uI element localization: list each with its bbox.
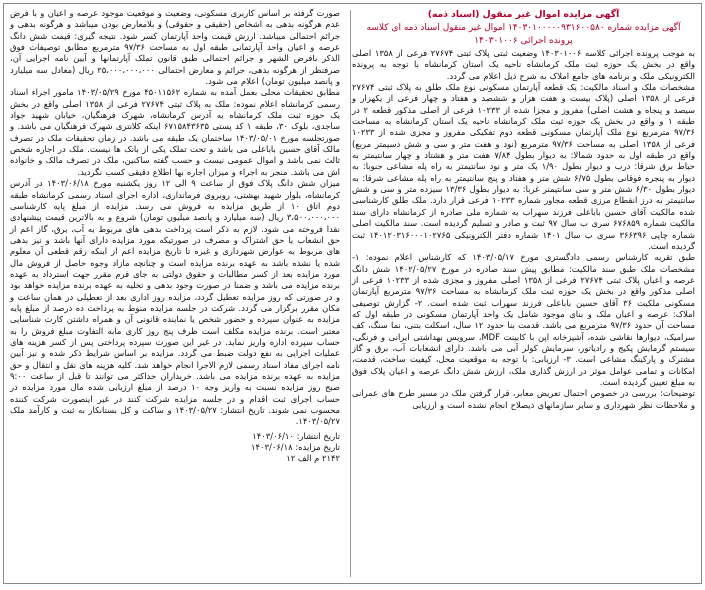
auction-date: تاریخ مزایده: ۱۴۰۳/۰۶/۱۸ xyxy=(251,442,340,453)
paragraph-expert-report: طبق تقریه کارشناس رسمی دادگستری مورخ ۱۴۰۳/۰۵/۱۷ که کارشناس اعلام نموده: ۱- مشخصات ملک طبق سند مالکیت: مطابق پیش سند صادره در مورخ ۱۴۰۲/۰۵/۲۷ شش دانگ عرصه و اعیان پلاک ثبتی ۲۷۶۷۴ فرعی از ۱۳۵۸ اصلی مفروز و مجزی شده از ۱۰۲۳۳ فرعی از اصلی مذکور واقع در بخش یک حوزه ثبت ملک کرمانشاه به مساحت ۹۷/۳۶ مترمربع آپارتمان مسکونی ملکیت ۳۶ آقای حسین باباعلی فرزند سهراب ثبت شده است. ۲- گزارش توصیفی املاک: عرصه و اعیان ملک و بنای موجود شامل یک واحد آپارتمان مسکونی در طبقه اول که مساحت آن حدود ۹۷/۳۶ مترمربع می باشد. قدمت بنا حدود ۱۲ سال، اسکلت بتنی، نما سنگ، کف سرامیک، دیوارها نقاشی شده، آشپزخانه اپن با کابینت MDF، سرویس بهداشتی ایرانی و فرنگی، سیستم گرمایش پکیج و رادیاتور، سرمایش کولر آبی می باشد. دارای انشعابات آب، برق و گاز مشترک و پارکینگ مشاعی است. ۳- ارزیابی: با توجه به موقعیت محل، کیفیت ساخت، قدمت، امکانات و تمامی عوامل موثر در ارزش گذاری ملک، ارزش شش دانگ عرصه و اعیان پلاک فوق به مبلغ تعیین گردیده است. xyxy=(352,252,696,387)
notice-title: آگهی مزایده اموال غیر منقول (اسناد ذمه) xyxy=(427,9,620,20)
notice-page xyxy=(3,3,702,584)
paragraph-local-investigation: مطابق تحقیقات محلی بعمل آمده به شماره ۴۵۰۱۱۵۶۲ مورخ ۱۴۰۳/۰۵/۲۹ مامور اجراء اسناد رسمی کرمانشاه اعلام نموده: ملک به پلاک ثبتی ۲۷۶۷۴ فرعی از ۱۳۵۸ اصلی واقع در بخش یک حوزه ثبت ملک کرمانشاه به آدرس کرمانشاه، شهرک فرهنگیان، خیابان شهید جواد ساجدی، بلوک ۳۰، طبقه ۱ کد پستی ۶۷۱۵۸۴۳۶۳۵ اینکه کلانتری شهرک فرهنگیان می باشد. و صورتجلسه مورخ ۱۴۰۳/۰۵/۰۱ ساختمان یک طبقه می باشد. در زمان تحقیقات ملک در تصرف مالک آقای حسین باباعلی می باشد و تحت تملک یکی از بانک ها نیست. ملک در اجاره شخص ثالث نمی باشد و اموال عمومی نیست و حسب گفته ساکنین، ملک در تصرف مالک و خانواده اش می باشد. منجر به اجراء و میزان اجاره بها اطلاع دقیقی کسب نگردید. xyxy=(10,87,340,177)
column-divider xyxy=(350,10,351,577)
notice-case-number: پرونده اجرائی ۱۴۰۳۰۱۰۰۶ xyxy=(474,36,573,46)
paragraph-property-specs: مشخصات ملک و اسناد مالکیت: یک قطعه آپارتمان مسکونی نوع ملک طلق به پلاک ثبتی ۲۷۶۷۴ فرعی از ۱۳۵۸ اصلی (پلاک بیست و هفت هزار و ششصد و هفتاد و چهار فرعی از یکهزار و سیصد و پنجاه و هشت اصلی) مفروز و مجزا شده از ۱۰۲۳۳ فرعی از اصلی مذکور قطعه ۲ در طبقه ۱ و واقع در بخش یک حوزه ثبت ملک کرمانشاه ناحیه یک استان کرمانشاه به مساحت ۹۷/۳۶ مترمربع نوع ملک آپارتمان مسکونی قطعه دوم تفکیکی مفروز و مجزی شده از ۱۰۲۳۳ فرعی از ۱۳۵۸ اصلی به مساحت ۹۷/۳۶ مترمربع (نود و هفت متر و سی و شش دسیمتر مربع) واقع در طبقه اول به حدود شمالا: به دیوار بطول ۷/۸۴ هفت متر و هشتاد و چهار سانتیمتر به حیاط برق شرقا: درب و دیوار بطول ۱/۹۰ یک متر و نود سانتیمتر به راه پله مشاعی جنوبا: به دیوار به پنجره فوقانی بطول ۶/۷۵ شش متر و هفتاد و پنج سانتیمتر به راه پله مشاعی شرقا: به دیوار بطول ۶/۳۰ شش متر و سی سانتیمتر غربا: به دیوار بطول ۱۳/۳۶ سیزده متر و سی و شش سانتیمتر به درز انقطاع مرزی قطعه مجاور شماره ۱۰۲۳۳ فرعی قرار دارد. ملک طلق کارشناسی شده مالکیت آقای حسین باباعلی فرزند سهراب به شماره ملی صادره از کرمانشاه دارای سند مالکیت شماره ۶۷۶۸۵۹ سری ب سال ۹۷ ثبت و صادر و تسلیم گردیده است. سند مالکیت اصلی شماره چاپی ۳۶۶۳۹۶ سری ب سال ۱۴۰۱ شماره دفتر الکترونیکی ۱۴۰۱۲۰۳۱۶۰۰۰۱۰۲۷۶۵ ثبت گردیده است. xyxy=(352,82,696,251)
publish-date: تاریخ انتشار: ۱۴۰۳/۰۶/۱۰ xyxy=(252,430,340,441)
paragraph-valuation: صورت گرفته بر اساس کاربری مسکونی، وضعیت و موقعیت موجود عرصه و اعیان و با فرض عدم هرگونه بدهی به اشخاص (حقیقی و حقوقی) و بلامعارض بودن میباشد و هرگونه بدهی و جرائم احتمالی میباشد. ارزش قیمت واحد آپارتمان کسر شود. نتیجه گیری: قیمت شش دانگ عرصه و اعیان واحد آپارتمانی طبقه اول به مساحت ۹۷/۳۶ مترمربع مطابق توصیفات فوق الذکر بافرض الشهر و جرائم احتمالی طبق قانون تملک آپارتمانها و آیین نامه اجرایی آن، صرفنظر از هرگونه بدهی، جرائم و معارض احتمالی ۲۵،۰۰۰،۰۰۰،۰۰۰ ریال (معادل سه میلیارد و پانصد میلیون تومان) اعلام می شود. xyxy=(10,8,341,87)
notice-footer xyxy=(10,431,340,465)
right-column xyxy=(346,8,701,579)
paragraph-intro: به موجب پرونده اجرائی کلاسه ۱۴۰۳۰۱۰۰۶ وضعیت ثبتی پلاک ثبتی ۲۷۶۷۴ فرعی از ۱۳۵۸ اصلی واقع در بخش یک حوزه ثبت ملک کرمانشاه ناحیه یک استان کرمانشاه با توجه به پرونده الکترونیکی ملک و برنامه های جامع املاک به شرح ذیل اعلام می گردد. xyxy=(352,48,695,81)
paragraph-notes: توضیحات: بررسی در خصوص احتمال تعریض معابر، قرار گرفتن ملک در مسیر طرح های عمرانی و ملاحظات نظر شهرداری و سایر سازمانهای ذیصلاح انجام نشده است و ارزیابی xyxy=(352,388,695,410)
reference-number: ۲۱۴۲ م الف ۱۲ xyxy=(286,453,340,464)
paragraph-auction-terms: میزان شش دانگ پلاک فوق از ساعت ۹ الی ۱۲ روز یکشنبه مورخ ۱۴۰۳/۰۶/۱۸ در آدرس کرمانشاه، بلوار شهید بهشتی، روبروی فرمانداری، اداره اجرای اسناد رسمی کرمانشاه طبقه دوم اتاق ۱۰ از طریق مزایده به فروش می رسد. مزایده از مبلغ پایه کارشناسی ۳،۵۰۰،۰۰۰،۰۰۰ ریال (سه میلیارد و پانصد میلیون تومان) شروع و به بالاترین قیمت پیشنهادی نقدا فروخته می شود. لازم به ذکر است پرداخت بدهی های مربوط به آب، برق، گاز اعم از حق انشعاب یا حق اشتراک و مصرف در صورتیکه مورد مزایده دارای آنها باشد و نیز بدهی های مربوط به عوارض شهرداری و غیره تا تاریخ مزایده اعم از اینکه رقم قطعی آن معلوم شده یا نشده باشد به عهده برنده مزایده است و چنانچه مازاد وجوه حاصل از فروش مال مورد مزایده بعد از کسر مطالبات و حقوق دولتی به جای فرم مقرر جهت استرداد به عهده برنده مزایده می باشد و ضمنا در صورت وجود بدهی و تخلیه به عهده برنده مزایده خواهد بود و در صورتی که روز مزایده تعطیل گردد، مزایده روز اداری بعد از تعطیلی در همان ساعت و مکان مقرر برگزار می گردد. شرکت در جلسه مزایده منوط به پرداخت ده درصد از مبلغ پایه مزایده به عنوان سپرده و حضور شخص یا نماینده قانونی آن و همراه داشتن کارت شناسایی معتبر است. برنده مزایده مکلف است ظرف پنج روز کاری مابه التفاوت مبلغ فروش را به حساب سپرده اداره واریز نماید. در غیر این صورت سپرده پرداختی پس از کسر هزینه های عملیات اجرایی به نفع دولت ضبط می گردد. مزایده بر اساس شرایط ذکر شده و نیز آیین نامه اجرای مفاد اسناد رسمی لازم الاجرا انجام خواهد شد. کلیه هزینه های نقل و انتقال و حق مزایده به عهده برنده مزایده می باشد. خریداران حداکثر می توانند تا قبل از ساعت ۹:۰۰ صبح روز مزایده نسبت به واریز وجه ۱۰ درصد از مبلغ ارزیابی شده مال مورد مزایده در حساب اجرای ثبت اقدام و در جلسه مزایده شرکت کنند در غیر اینصورت شرکت کننده محسوب نمی شوند. تاریخ انتشار: ۱۴۰۳/۰۵/۲۷ و ساکت و کل بستانکار به ثبت و کارآمد ملک ۱۴۰۳/۰۵/۲۷. xyxy=(10,178,341,427)
notice-subtitle: آگهی مزایده شماره ۱۴۰۳۰۱۰۰۰۰۰۹۳۱۶۰۰۵۸۰ اموال غیر منقول اسناد ذمه ای کلاسه xyxy=(366,23,681,33)
left-column xyxy=(4,8,346,579)
